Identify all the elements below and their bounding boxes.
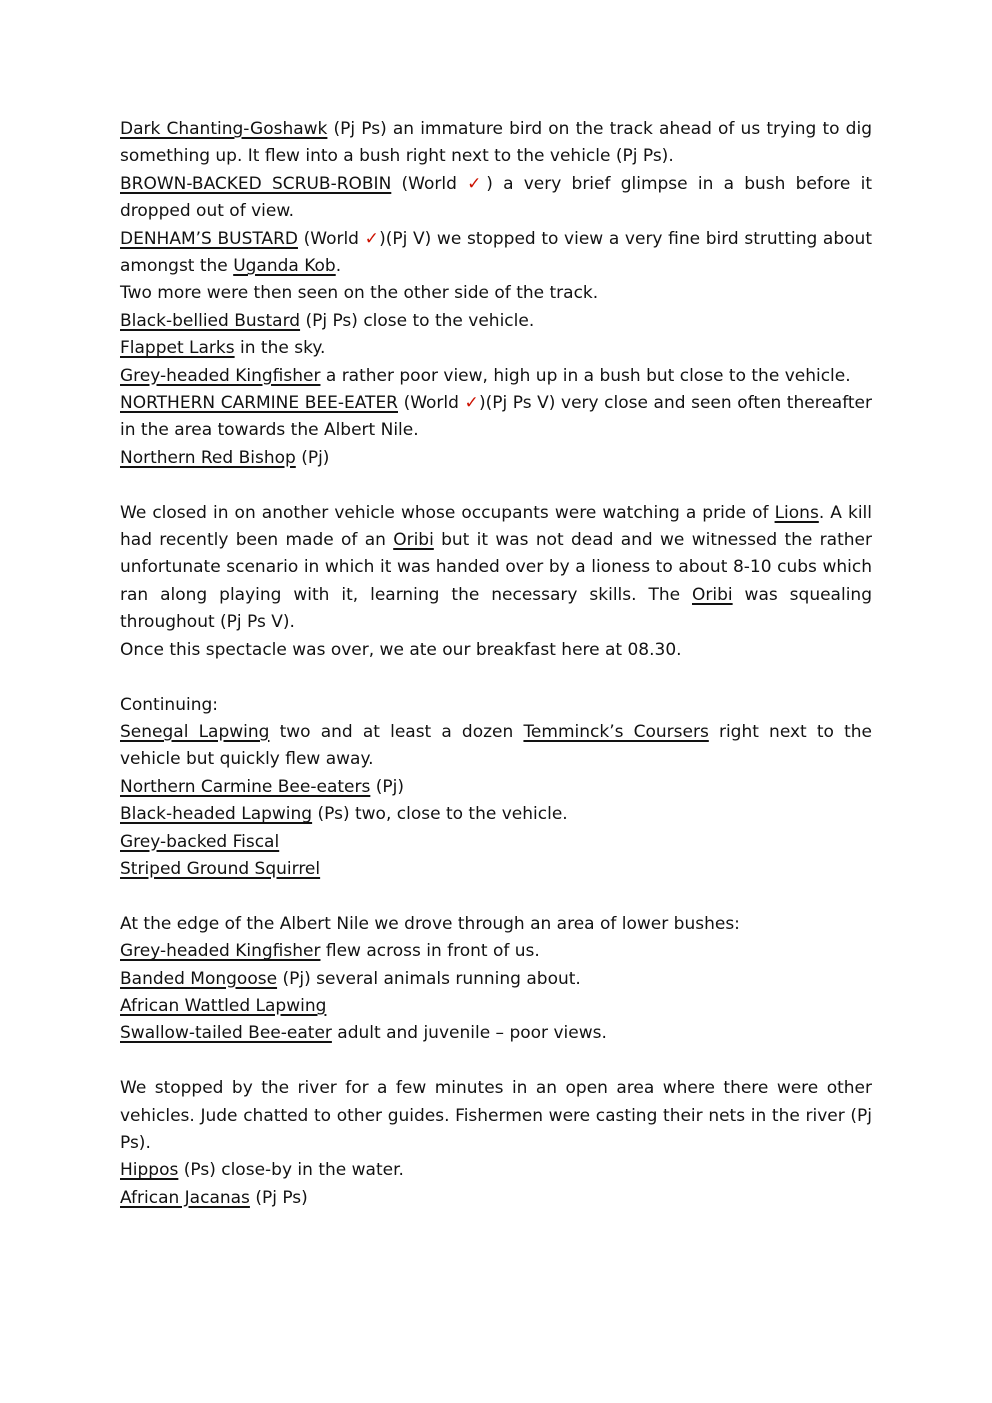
text-segment: . <box>335 256 342 277</box>
paragraph <box>120 993 872 1020</box>
paragraph <box>120 1075 872 1157</box>
species-name: Grey-backed Fiscal <box>120 831 280 852</box>
species-name: Striped Ground Squirrel <box>120 858 321 879</box>
species-name: Northern Red Bishop <box>120 447 296 468</box>
text-segment: We closed in on another vehicle whose occupants were watching a pride of <box>120 502 775 523</box>
paragraph <box>120 308 872 335</box>
species-name: Oribi <box>692 584 733 605</box>
species-name: Grey-headed Kingfisher <box>120 365 321 386</box>
paragraph <box>120 500 872 637</box>
paragraph <box>120 280 872 307</box>
species-name: Swallow-tailed Bee-eater <box>120 1023 332 1044</box>
paragraph <box>120 692 872 719</box>
text-segment: (World <box>297 228 365 249</box>
checkmark-icon: ✓ <box>464 393 479 414</box>
species-name: Northern Carmine Bee-eaters <box>120 776 371 797</box>
paragraph <box>120 829 872 856</box>
paragraph <box>120 774 872 801</box>
paragraph <box>120 116 872 171</box>
text-segment: (Pj Ps) <box>249 1187 308 1208</box>
text-segment: Two more were then seen on the other side of the track. <box>120 283 599 304</box>
text-segment: )(Pj Ps V) very close and seen often thereafter in the area towards the Albert Nile. <box>120 393 872 441</box>
paragraph <box>120 719 872 774</box>
paragraph <box>120 363 872 390</box>
paragraph <box>120 911 872 938</box>
paragraph <box>120 171 872 226</box>
text-segment: in the sky. <box>234 338 326 359</box>
text-segment: (Pj) <box>295 447 330 468</box>
text-segment: Once this spectacle was over, we ate our breakfast here at 08.30. <box>120 639 682 660</box>
document-body <box>120 116 872 1212</box>
text-segment: Continuing: <box>120 694 218 715</box>
species-name: Lions <box>774 502 819 523</box>
species-name: Senegal Lapwing <box>120 721 270 742</box>
paragraph <box>120 801 872 828</box>
text-segment: ) a very brief glimpse in a bush before it dropped out of view. <box>120 173 872 222</box>
text-segment: (Pj) several animals running about. <box>277 968 581 989</box>
paragraph <box>120 966 872 993</box>
text-segment: adult and juvenile – poor views. <box>331 1023 607 1044</box>
blank-line <box>120 1048 872 1075</box>
paragraph <box>120 1185 872 1212</box>
species-name: Grey-headed Kingfisher <box>120 941 321 962</box>
text-segment: )(Pj V) we stopped to view a very fine bird strutting about amongst the <box>120 228 872 277</box>
species-name: Oribi <box>393 530 434 551</box>
paragraph <box>120 637 872 664</box>
text-segment: (World <box>391 173 468 194</box>
species-name: NORTHERN CARMINE BEE-EATER <box>120 393 398 414</box>
species-name: Temminck’s Coursers <box>523 721 709 742</box>
species-name: Flappet Larks <box>120 338 235 359</box>
paragraph <box>120 335 872 362</box>
paragraph <box>120 938 872 965</box>
text-segment: At the edge of the Albert Nile we drove through an area of lower bushes: <box>120 913 740 934</box>
text-segment: a rather poor view, high up in a bush but close to the vehicle. <box>320 365 851 386</box>
paragraph <box>120 1157 872 1184</box>
text-segment: but it was not dead and we witnessed the rather unfortunate scenario in which it was handed over by a lioness to about 8-10 cubs which ran along playing with it, learning the necessary skills. The <box>120 530 872 605</box>
text-segment: . A kill had recently been made of an <box>120 502 872 551</box>
checkmark-icon: ✓ <box>467 173 487 194</box>
species-name: DENHAM’S BUSTARD <box>120 228 298 249</box>
species-name: Uganda Kob <box>233 256 336 277</box>
text-segment: flew across in front of us. <box>320 941 540 962</box>
species-name: Banded Mongoose <box>120 968 278 989</box>
species-name: Black-headed Lapwing <box>120 804 313 825</box>
text-segment: (World <box>398 393 465 414</box>
paragraph <box>120 445 872 472</box>
checkmark-icon: ✓ <box>364 228 380 249</box>
blank-line <box>120 472 872 499</box>
species-name: Black-bellied Bustard <box>120 310 301 331</box>
blank-line <box>120 883 872 910</box>
text-segment: We stopped by the river for a few minutes in an open area where there were other vehicles. Jude chatted to other guides. Fishermen were casting their nets in the river (Pj Ps). <box>120 1078 872 1153</box>
text-segment: right next to the vehicle but quickly flew away. <box>120 721 872 770</box>
paragraph <box>120 390 872 445</box>
text-segment: (Ps) close-by in the water. <box>178 1160 404 1181</box>
text-segment: (Pj) <box>370 776 404 797</box>
species-name: BROWN-BACKED SCRUB-ROBIN <box>120 173 392 194</box>
text-segment: (Pj Ps) an immature bird on the track ahead of us trying to dig something up. It flew into a bush right next to the vehicle (Pj Ps). <box>120 119 872 167</box>
blank-line <box>120 664 872 691</box>
text-segment: (Pj Ps) close to the vehicle. <box>300 310 535 331</box>
text-segment: (Ps) two, close to the vehicle. <box>312 804 568 825</box>
paragraph <box>120 856 872 883</box>
species-name: African Wattled Lapwing <box>120 995 327 1016</box>
paragraph <box>120 1020 872 1047</box>
species-name: Dark Chanting-Goshawk <box>120 119 328 139</box>
species-name: Hippos <box>120 1160 179 1181</box>
text-segment: was squealing throughout (Pj Ps V). <box>120 584 872 633</box>
paragraph <box>120 226 872 281</box>
species-name: African Jacanas <box>120 1187 250 1208</box>
text-segment: two and at least a dozen <box>269 721 524 742</box>
